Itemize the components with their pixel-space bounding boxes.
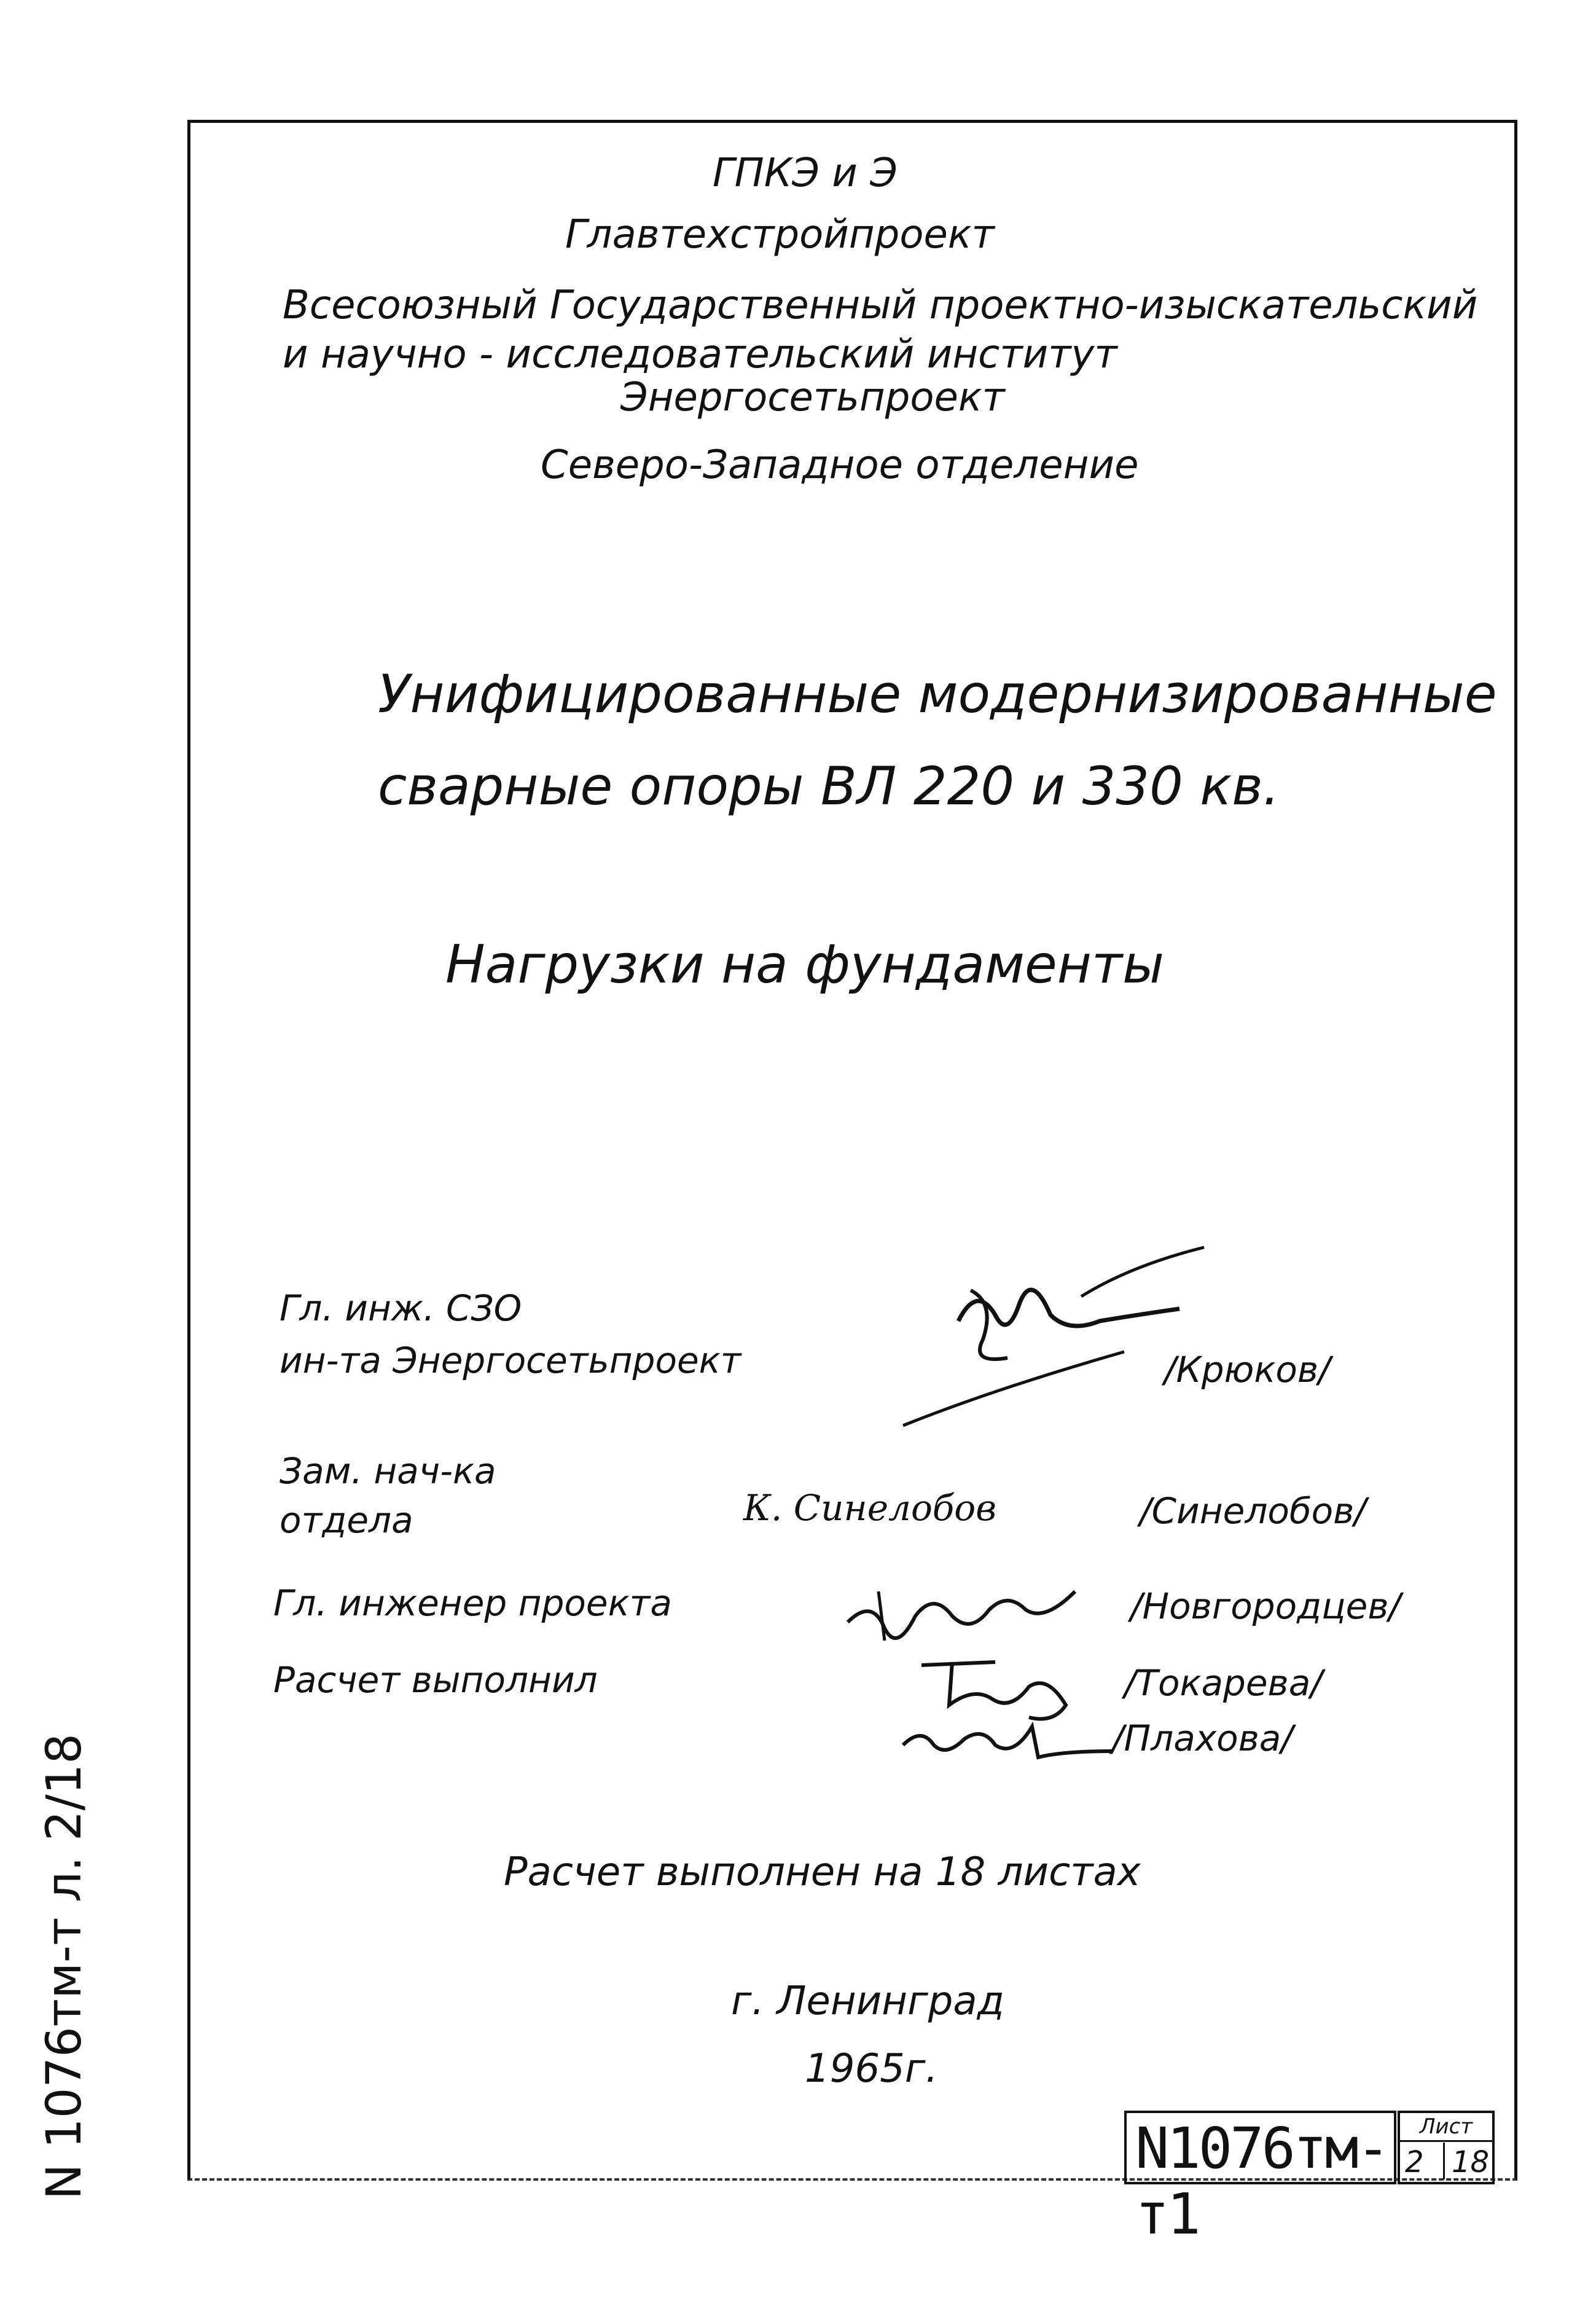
name-krukov: /Крюков/ [1164,1349,1331,1390]
role-deputy-head: Зам. нач-ка [280,1450,496,1492]
sheet-divider [1443,2143,1445,2179]
signature-sinelobov: К. Синелобов [743,1487,996,1529]
city: г. Ленинград [731,1979,1004,2024]
year: 1965г. [805,2046,938,2092]
margin-note: N 1076тм-т л. 2/18 [37,1733,92,2200]
name-novgorodtsev: /Новгородцев/ [1130,1585,1401,1627]
document-number: N1076тм-т1 [1135,2116,1388,2247]
name-plakhova: /Плахова/ [1112,1717,1293,1759]
header-institute-name: Энергосетьпроект [620,375,1005,420]
signature-novgorodtsev [842,1573,1100,1647]
role-calculation-performed: Расчет выполнил [273,1659,598,1701]
document-stamp [1124,2111,1396,2247]
sheet-current: 2 [1405,2145,1424,2179]
header-org-abbr: ГПКЭ и Э [713,151,898,196]
role-chief-engineer-szo-line2: ин-та Энергосетьпроект [280,1339,741,1381]
doc-subtitle: Нагрузки на фундаменты [445,934,1165,995]
sheet-box [1398,2111,1495,2184]
role-chief-project-engineer: Гл. инженер проекта [273,1582,672,1624]
sheet-total: 18 [1452,2145,1490,2179]
header-department: Северо-Западное отделение [541,442,1139,488]
sheet-label: Лист [1400,2114,1492,2142]
header-institute-line2: и научно - исследовательский институт [283,332,1117,377]
role-deputy-head-line2: отдела [280,1499,413,1541]
header-ministry: Главтехстройпроект [565,212,995,257]
sheets-note: Расчет выполнен на 18 листах [504,1849,1141,1895]
role-chief-engineer-szo: Гл. инж. СЗО [280,1287,522,1329]
signature-plakhova [897,1714,1118,1776]
header-institute-line1: Всесоюзный Государственный проектно-изыскательский [283,283,1478,328]
doc-title-line1: Унифицированные модернизированные [378,664,1497,725]
name-sinelobov: /Синелобов/ [1140,1490,1366,1532]
signature-krukov [897,1241,1216,1438]
name-tokareva: /Токарева/ [1124,1662,1323,1704]
doc-title-line2: сварные опоры ВЛ 220 и 330 кв. [378,756,1280,817]
